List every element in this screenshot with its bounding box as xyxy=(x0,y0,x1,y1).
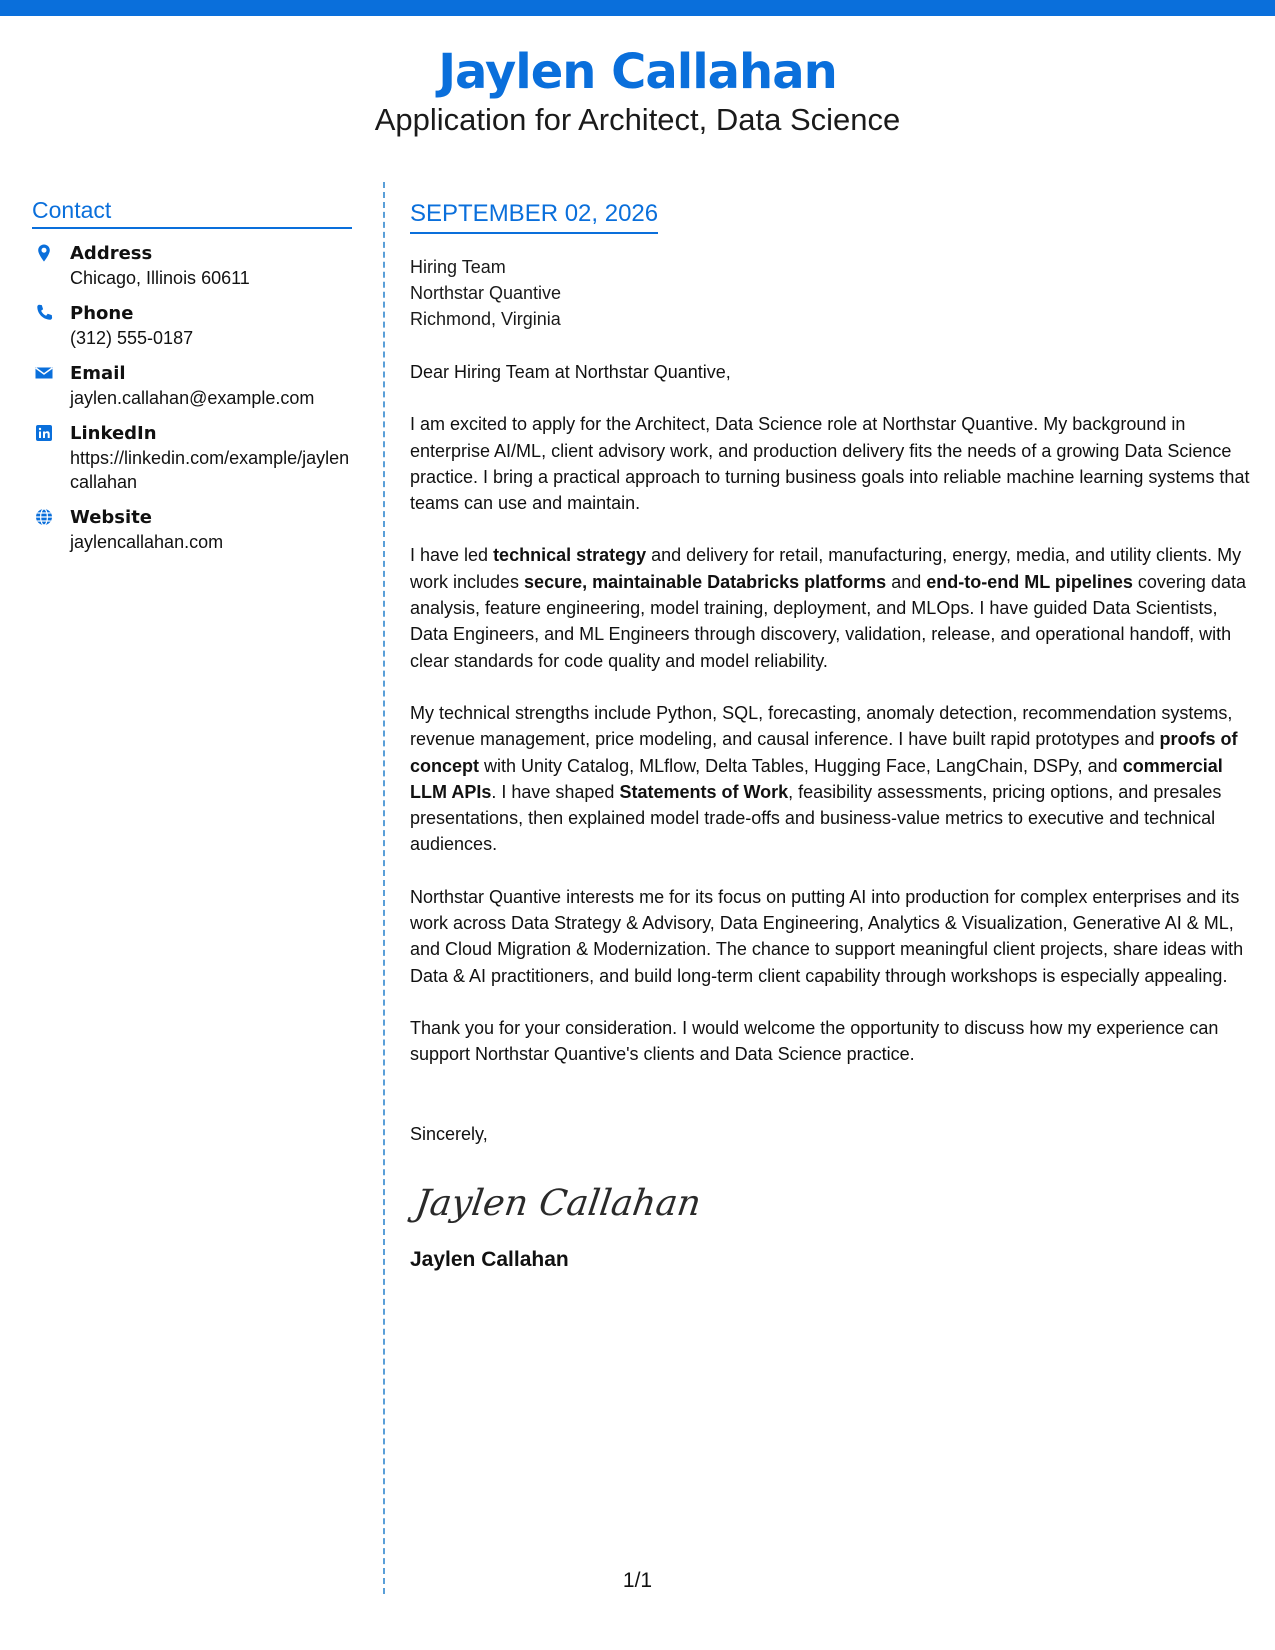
contact-value: Chicago, Illinois 60611 xyxy=(70,268,250,288)
signature-script: Jaylen Callahan xyxy=(412,1180,704,1224)
contact-label: Phone xyxy=(70,303,134,324)
paragraph xyxy=(410,542,1250,673)
paragraph-emphasis: secure, maintainable Databricks platforms xyxy=(524,571,887,592)
contact-label: Email xyxy=(70,363,126,384)
paragraph xyxy=(410,411,1250,516)
linkedin-icon xyxy=(34,423,54,443)
contact-value[interactable]: jaylen.callahan@example.com xyxy=(70,388,315,408)
paragraph-text: with Unity Catalog, MLflow, Delta Tables, Hugging Face, LangChain, DSPy, and xyxy=(479,755,1123,776)
letter-date: SEPTEMBER 02, 2026 xyxy=(410,197,658,234)
paragraph-text: My technical strengths include Python, SQL, forecasting, anomaly detection, recommendation systems, revenue management, price modeling, and causal inference. I have built rapid prototypes and xyxy=(410,702,1233,750)
header xyxy=(0,40,1275,140)
contact-value[interactable]: https://linkedin.com/example/jaylencallahan xyxy=(70,448,350,492)
contact-heading: Contact xyxy=(32,195,352,229)
paragraph-text: and delivery for retail, manufacturing, energy, media, and utility clients. My work includes xyxy=(410,545,1242,592)
column-divider xyxy=(383,182,385,1594)
paragraph-text: Thank you for your consideration. I would welcome the opportunity to discuss how my experience can support Northstar Quantive's clients and Data Science practice. xyxy=(410,1017,1219,1065)
contact-value[interactable]: jaylencallahan.com xyxy=(70,532,224,552)
envelope-icon xyxy=(34,363,54,383)
paragraph-text: , feasibility assessments, pricing options, and presales presentations, then explained model trade-offs and business-value metrics to executive and technical audiences. xyxy=(410,781,1222,855)
paragraph xyxy=(410,1015,1250,1068)
recipient-line: Richmond, Virginia xyxy=(410,309,561,329)
paragraph-emphasis: technical strategy xyxy=(493,545,647,566)
paragraph-emphasis: proofs of concept xyxy=(410,729,1238,776)
contact-item-website xyxy=(32,505,352,554)
salutation: Dear Hiring Team at Northstar Quantive, xyxy=(410,362,731,382)
contact-item-email xyxy=(32,361,352,410)
contact-list xyxy=(32,241,352,554)
phone-icon xyxy=(34,303,54,323)
recipient-block xyxy=(410,254,1250,332)
closing: Sincerely, xyxy=(410,1123,488,1144)
contact-label: LinkedIn xyxy=(70,423,157,444)
contact-label: Website xyxy=(70,507,153,528)
globe-icon xyxy=(34,507,54,527)
paragraph xyxy=(410,700,1250,858)
paragraph-text: I have led xyxy=(410,545,494,566)
recipient-line: Hiring Team xyxy=(410,257,506,277)
paragraph-emphasis: end-to-end ML pipelines xyxy=(926,571,1133,592)
paragraph-text: . I have shaped xyxy=(491,781,620,802)
contact-sidebar xyxy=(32,195,352,565)
contact-item-address xyxy=(32,241,352,290)
handwritten-signature xyxy=(412,1173,1250,1233)
contact-item-phone xyxy=(32,301,352,350)
letter-body xyxy=(410,197,1250,1275)
signed-name: Jaylen Callahan xyxy=(410,1247,569,1271)
paragraph-text: and xyxy=(886,571,927,592)
paragraph-emphasis: Statements of Work xyxy=(619,781,789,802)
paragraph xyxy=(410,884,1250,989)
location-pin-icon xyxy=(34,243,54,263)
paragraph-emphasis: commercial LLM APIs xyxy=(410,755,1223,802)
contact-label: Address xyxy=(70,243,153,264)
recipient-line: Northstar Quantive xyxy=(410,283,562,303)
page-number: 1/1 xyxy=(622,1569,653,1592)
paragraph-text: I am excited to apply for the Architect, Data Science role at Northstar Quantive. My background in enterprise AI/ML, client advisory work, and production delivery fits the needs of a growing Data Science practice. I bring a practical approach to turning business goals into reliable machine learning systems that teams can use and maintain. xyxy=(410,414,1250,514)
contact-item-linkedin xyxy=(32,421,352,494)
contact-value: (312) 555-0187 xyxy=(70,328,194,348)
top-accent-bar xyxy=(0,0,1275,16)
application-title: Application for Architect, Data Science xyxy=(374,102,901,137)
paragraph-text: covering data analysis, feature engineering, model training, deployment, and MLOps. I have guided Data Scientists, Data Engineers, and ML Engineers through discovery, validation, release, and operational handoff, with clear standards for code quality and model reliability. xyxy=(410,571,1246,671)
applicant-name: Jaylen Callahan xyxy=(438,44,837,100)
paragraph-text: Northstar Quantive interests me for its focus on putting AI into production for complex enterprises and its work across Data Strategy & Advisory, Data Engineering, Analytics & Visualization, Generative AI & ML, and Cloud Migration & Modernization. The chance to support meaningful client projects, share ideas with Data & AI practitioners, and build long-term client capability through workshops is especially appealing. xyxy=(410,886,1244,986)
